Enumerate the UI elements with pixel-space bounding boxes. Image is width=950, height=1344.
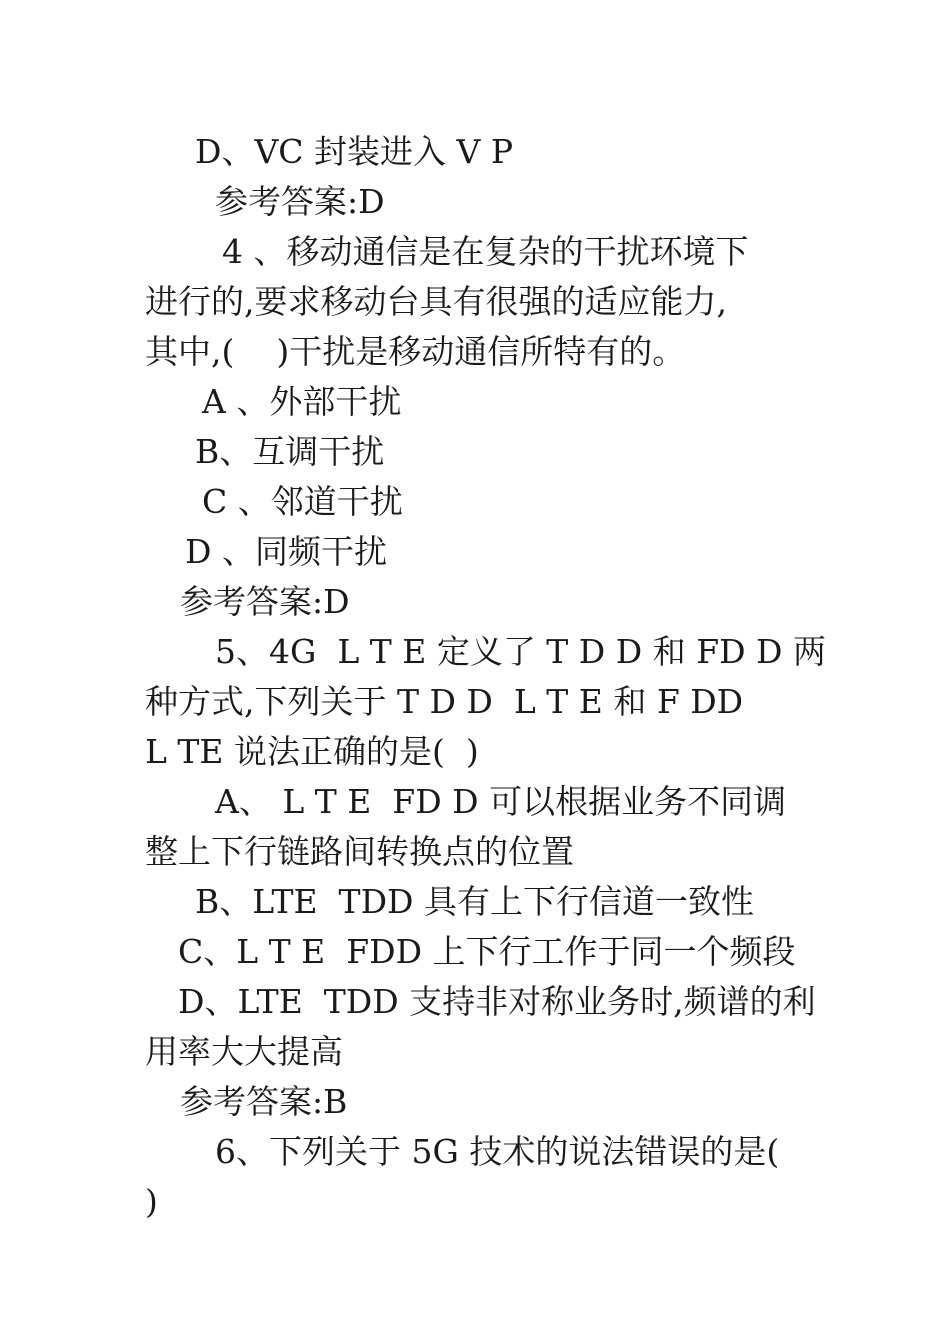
answer-q4: 参考答案:D <box>180 582 350 621</box>
option-c-q5: C、L T E FDD 上下行工作于同一个频段 <box>178 932 796 971</box>
question-6-line-2: ) <box>145 1182 158 1221</box>
option-a-q5-line-2: 整上下行链路间转换点的位置 <box>145 832 574 871</box>
question-5-line-3: L TE 说法正确的是( ) <box>145 732 479 771</box>
question-5-line-2: 种方式,下列关于 T D D L T E 和 F DD <box>145 682 744 721</box>
answer-q5: 参考答案:B <box>180 1082 348 1121</box>
answer-q3: 参考答案:D <box>215 182 385 221</box>
question-4-line-1: 4 、移动通信是在复杂的干扰环境下 <box>222 232 749 271</box>
option-a-q5-line-1: A、 L T E FD D 可以根据业务不同调 <box>215 782 787 821</box>
question-6-line-1: 6、下列关于 5G 技术的说法错误的是( <box>215 1132 780 1171</box>
option-a-q4: A 、外部干扰 <box>202 382 402 421</box>
option-b-q4: B、互调干扰 <box>195 432 385 471</box>
option-d-q4: D 、同频干扰 <box>185 532 387 571</box>
option-d-q5-line-1: D、LTE TDD 支持非对称业务时,频谱的利 <box>178 982 816 1021</box>
option-c-q4: C 、邻道干扰 <box>202 482 403 521</box>
option-b-q5: B、LTE TDD 具有上下行信道一致性 <box>195 882 754 921</box>
option-d-q3: D、VC 封装进入 V P <box>195 132 514 171</box>
question-4-line-3: 其中,( )干扰是移动通信所特有的。 <box>145 332 686 371</box>
question-5-line-1: 5、4G L T E 定义了 T D D 和 FD D 两 <box>215 632 826 671</box>
question-4-line-2: 进行的,要求移动台具有很强的适应能力, <box>145 282 727 321</box>
option-d-q5-line-2: 用率大大提高 <box>145 1032 343 1071</box>
